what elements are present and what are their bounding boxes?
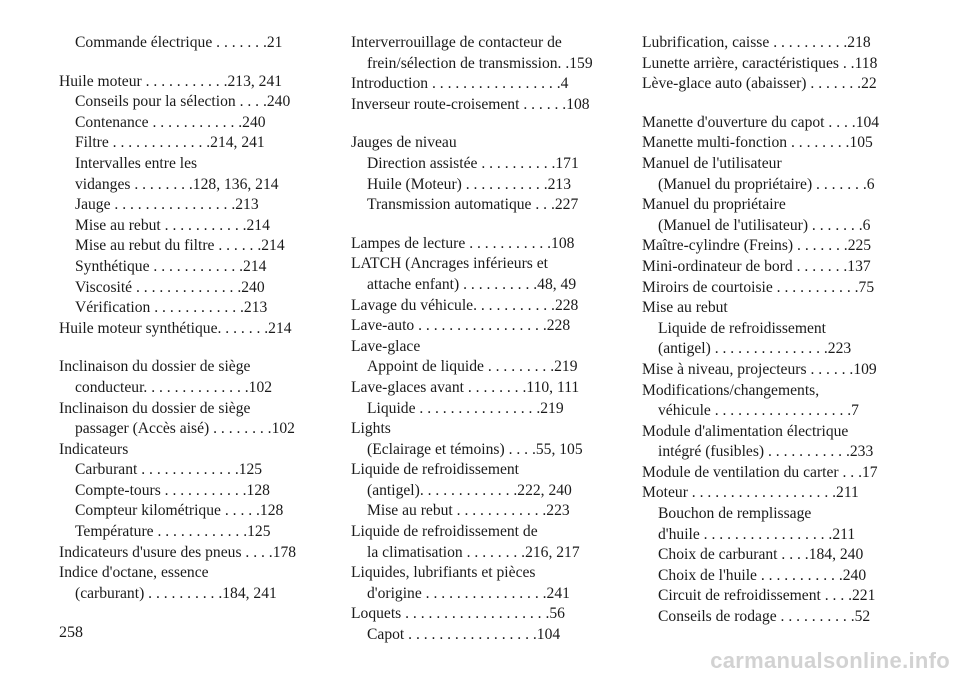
index-entry: Lave-glaces avant . . . . . . . .110, 111 xyxy=(351,378,580,396)
index-entry: Manette d'ouverture du capot . . . .104 xyxy=(642,113,880,131)
index-entry: Interverrouillage de contacteur de xyxy=(351,34,562,51)
page-number: 258 xyxy=(59,624,83,641)
index-entry: Mise à niveau, projecteurs . . . . . .109 xyxy=(642,360,877,378)
index-subentry: (Manuel du propriétaire) . . . . . . .6 xyxy=(658,175,875,193)
index-subentry: attache enfant) . . . . . . . . . .48, 49 xyxy=(367,275,577,293)
index-subentry: Température . . . . . . . . . . . .125 xyxy=(75,523,271,541)
index-entry: Module d'alimentation électrique xyxy=(642,422,849,440)
index-entry: Liquide de refroidissement de xyxy=(351,523,538,541)
index-entry: Miroirs de courtoisie . . . . . . . . . . .75 xyxy=(642,278,875,296)
index-subentry: Conseils de rodage . . . . . . . . . .52 xyxy=(658,608,871,626)
index-entry: Liquides, lubrifiants et pièces xyxy=(351,564,536,582)
index-entry: Lève-glace auto (abaisser) . . . . . . .22 xyxy=(642,75,877,93)
index-entry: Lampes de lecture . . . . . . . . . . .108 xyxy=(351,234,575,252)
index-subentry: Mise au rebut . . . . . . . . . . .214 xyxy=(75,216,270,234)
watermark: carmanualsonline.info xyxy=(710,648,950,673)
index-entry: Lunette arrière, caractéristiques . .118 xyxy=(642,54,878,72)
entry-gap xyxy=(642,95,898,113)
index-subentry: frein/sélection de transmission. .159 xyxy=(367,54,593,72)
index-entry: Lave-auto . . . . . . . . . . . . . . . . .228 xyxy=(351,317,571,335)
index-subentry: intégré (fusibles) . . . . . . . . . . .233 xyxy=(658,443,874,461)
index-subentry: Contenance . . . . . . . . . . . .240 xyxy=(75,113,266,131)
index-subentry: (Manuel de l'utilisateur) . . . . . . .6 xyxy=(658,216,871,234)
index-entry: Mini-ordinateur de bord . . . . . . .137 xyxy=(642,257,871,275)
index-subentry: Compteur kilométrique . . . . .128 xyxy=(75,502,284,520)
index-subentry: (Eclairage et témoins) . . . .55, 105 xyxy=(367,440,583,458)
index-entry: Indicateurs d'usure des pneus . . . .178 xyxy=(59,543,297,561)
index-subentry: Appoint de liquide . . . . . . . . .219 xyxy=(367,358,578,376)
index-subentry: conducteur. . . . . . . . . . . . . .102 xyxy=(75,378,273,396)
index-subentry: Vérification . . . . . . . . . . . .213 xyxy=(75,299,268,317)
index-subentry: Transmission automatique . . .227 xyxy=(367,196,579,214)
index-subentry: Circuit de refroidissement . . . .221 xyxy=(658,587,876,605)
index-subentry: Synthétique . . . . . . . . . . . .214 xyxy=(75,257,267,275)
index-subentry: Mise au rebut du filtre . . . . . .214 xyxy=(75,237,285,255)
index-subentry: véhicule . . . . . . . . . . . . . . . . . .7 xyxy=(658,402,859,420)
index-entry: Loquets . . . . . . . . . . . . . . . . . . .56 xyxy=(351,605,565,623)
index-subentry: Compte-tours . . . . . . . . . . .128 xyxy=(75,481,270,499)
index-column-2 xyxy=(351,33,609,646)
entry-gap xyxy=(59,339,321,357)
index-subentry: la climatisation . . . . . . . .216, 217 xyxy=(367,543,580,561)
index-subentry: Jauge . . . . . . . . . . . . . . . .213 xyxy=(75,196,259,214)
index-subentry: Mise au rebut . . . . . . . . . . . .223 xyxy=(367,502,570,520)
index-entry: Lavage du véhicule. . . . . . . . . . .228 xyxy=(351,296,579,314)
index-subentry: Liquide de refroidissement xyxy=(658,319,827,337)
index-subentry: (antigel) . . . . . . . . . . . . . . .223 xyxy=(658,340,852,358)
entry-gap xyxy=(351,115,609,133)
index-column-3 xyxy=(642,33,898,628)
index-entry: Maître-cylindre (Freins) . . . . . . .225 xyxy=(642,237,872,255)
index-entry: Lave-glace xyxy=(351,337,421,355)
index-entry: Lights xyxy=(351,420,391,438)
index-subentry: Choix de carburant . . . .184, 240 xyxy=(658,546,864,564)
index-column-1 xyxy=(59,33,321,604)
index-entry: Manuel de l'utilisateur xyxy=(642,154,782,172)
index-entry: Mise au rebut xyxy=(642,299,728,317)
index-entry: Lubrification, caisse . . . . . . . . . .218 xyxy=(642,34,871,51)
index-entry: Liquide de refroidissement xyxy=(351,461,520,479)
index-entry: Introduction . . . . . . . . . . . . . . . . .4 xyxy=(351,75,569,93)
index-subentry: d'origine . . . . . . . . . . . . . . . .241 xyxy=(367,584,570,602)
index-subentry: Viscosité . . . . . . . . . . . . . .240 xyxy=(75,278,265,296)
index-entry: Huile moteur synthétique. . . . . . .214 xyxy=(59,319,292,337)
index-subentry: Conseils pour la sélection . . . .240 xyxy=(75,93,291,111)
index-subentry: Choix de l'huile . . . . . . . . . . .240 xyxy=(658,566,867,584)
index-subentry: Direction assistée . . . . . . . . . .171 xyxy=(367,154,579,172)
index-entry: Moteur . . . . . . . . . . . . . . . . . . .211 xyxy=(642,484,859,502)
index-subentry: (antigel). . . . . . . . . . . . .222, 240 xyxy=(367,481,572,499)
index-subentry: (carburant) . . . . . . . . . .184, 241 xyxy=(75,584,277,602)
index-entry: Modifications/changements, xyxy=(642,381,820,399)
index-subentry: Bouchon de remplissage xyxy=(658,505,812,523)
index-subentry: Capot . . . . . . . . . . . . . . . . .104 xyxy=(367,626,561,644)
index-subentry: Commande électrique . . . . . . .21 xyxy=(75,34,283,51)
index-entry: Huile moteur . . . . . . . . . . .213, 241 xyxy=(59,72,283,90)
index-subentry: Carburant . . . . . . . . . . . . .125 xyxy=(75,461,263,479)
index-entry: Manuel du propriétaire xyxy=(642,196,786,214)
index-subentry: Huile (Moteur) . . . . . . . . . . .213 xyxy=(367,175,571,193)
index-subentry: d'huile . . . . . . . . . . . . . . . . .211 xyxy=(658,525,856,543)
index-subentry: passager (Accès aisé) . . . . . . . .102 xyxy=(75,420,295,438)
index-entry: LATCH (Ancrages inférieurs et xyxy=(351,255,549,273)
index-entry: Indice d'octane, essence xyxy=(59,564,209,582)
index-subentry: Intervalles entre les xyxy=(75,154,198,172)
index-subentry: Filtre . . . . . . . . . . . . .214, 241 xyxy=(75,134,265,152)
index-subentry: vidanges . . . . . . . .128, 136, 214 xyxy=(75,175,279,193)
index-entry: Indicateurs xyxy=(59,440,129,458)
index-entry: Inclinaison du dossier de siège xyxy=(59,399,251,417)
index-entry: Manette multi-fonction . . . . . . . .105 xyxy=(642,134,873,152)
entry-gap xyxy=(59,54,321,72)
index-entry: Inclinaison du dossier de siège xyxy=(59,358,251,376)
index-entry: Module de ventilation du carter . . .17 xyxy=(642,463,878,481)
index-subentry: Liquide . . . . . . . . . . . . . . . .219 xyxy=(367,399,564,417)
index-entry: Jauges de niveau xyxy=(351,134,457,152)
index-entry: Inverseur route-croisement . . . . . .108 xyxy=(351,95,590,113)
entry-gap xyxy=(351,216,609,234)
